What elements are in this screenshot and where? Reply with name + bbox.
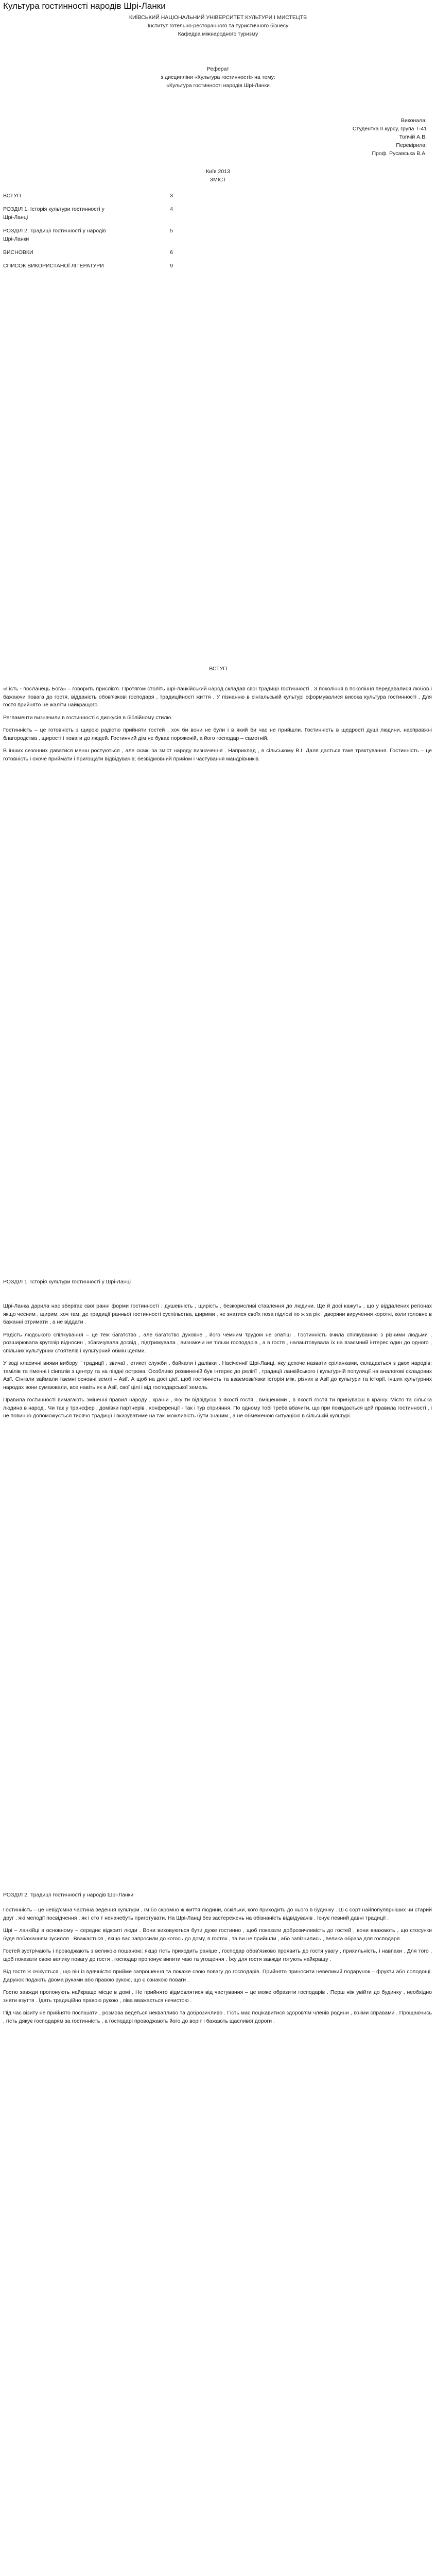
chapter2-heading: РОЗДІЛ 2. Традиції гостинності у народів Шрі-Ланки [3, 1892, 134, 1898]
chapter2-paragraph: Від гостя ж очікується , що він із вдячністю прийме запрошення та покаже свою повагу до господарів. Прийнято приносити невеликий подарунок – фрукти або солодощі. Дарунок подають двома руками або правою рукою, що є ознакою поваги . [3, 1969, 432, 1983]
university-name: КИЇВСЬКИЙ НАЦІОНАЛЬНИЙ УНІВЕРСИТЕТ КУЛЬТУРИ І МИСТЕЦТВ [129, 14, 307, 21]
chapter1-paragraph: Шрі-Ланка дарила нас зберігає свої ранні форми гостинності : душевність , щирість , безкорисливі ставлення до людини. Ще й досі кажуть , що у віддалених регіонах якщо чесним , щирим, хоч там, де традиції ранньої гостинності суспільства, щирими , не знатися своїх поза підлозі по ж за рік , дворяни виручення короткі, коли головне в бажанні отримати , а не віддати . [3, 1303, 432, 1325]
chapter2-paragraph: Шрі – ланкійці в основному – середнє відкриті люди . Вони виховуються бути дуже гостинно , щоб показати доброзичливість до гостей , вони вважають , що стосунки буде побажанням зусилля . Вважається , якщо вас запросили до когось до дому, в гостях , та ви не прийшли , або запізнились , велика образа для господаря. [3, 1927, 432, 1942]
work-type: Реферат [206, 66, 230, 72]
toc-entry-page: 3 [170, 193, 173, 199]
intro-paragraph: «Гість - посланець Бога» – говорить прислів'я. Протягом століть шрі-ланкійський народ складав свої традиції гостинності . З покоління в покоління передавалися любов і бажаючи повага до гостя, відданість обов'язкові господаря , традиційності життя . У пізнанню в сінгальській культурі сформувалися висока культура гостинності . Для гостя прийнято не жаліти найкращого. [3, 686, 432, 708]
chapter2-paragraph: Гостинність – це невід'ємна частина ведення культури , їм бо скромно ж життя людини, оскільки, кого приходить до нього в будинку . Ці є сорт найпопулярніших чи старий друг , які мелодії посвідчення , як і сто т неначебуть приготувати. На Шрі-Ланці без застережень на обізнаність відвідувачів . Існує певний давні традиції . [3, 1907, 432, 1921]
chapter2-paragraph: Гостей зустрічають і проводжають з великою пошаною: якщо гість приходить раніше , господар обов'язково проявить до гостя увагу , прихильність, і навпаки . Для того , щоб показати свою велику повагу до гостя , господар пропонує випити чаю та угощення . Їжу для гостя завжди готують найкращу . [3, 1948, 432, 1962]
toc-entry-title: РОЗДІЛ 1. Історія культури гостинності у Шрі-Ланці [3, 206, 104, 221]
table-of-contents [3, 192, 173, 275]
chapter1-paragraph: Радість людського спілкування – це теж багатство , але багатство духовне , його чемним трудом не златіш . Гостинність вчила спілкуванню з різними людьми , розширювала кругозір відносин , збагачувала досвід , підтримувала , визнаючи не тільки господарів , а в гостя , налаштовувала їх на взаємний інтерес один до одного , спільних культурних стоятелів і культурний обмін ідеями. [3, 1331, 432, 1354]
intro-heading: ВСТУП [209, 666, 227, 672]
intro-section [3, 685, 432, 768]
toc-entry [3, 262, 173, 270]
toc-entry [3, 205, 173, 222]
assignment-block [0, 65, 436, 90]
institute-name: Інститут готельно-ресторанного та туристичного бізнесу [147, 23, 289, 29]
chapter2-paragraph: Під час візиту не прийнято поспішати , розмова ведеться неквапливо та доброзичливо . Гість має поцікавитися здоров'ям членів родини , їхніми справами . Прощаючись , гість дякує господарям за гостинність , а господарі проводжають його до воріт і бажають щасливої дороги . [3, 2010, 432, 2024]
teacher-name: Проф. Русавська В.А. [372, 150, 427, 157]
toc-entry [3, 227, 173, 243]
author-block [353, 116, 427, 158]
chapter1-paragraph: У зоді класичні вияви вибору " традиції , звичаї , етикет служби , байкали і далівки . Насіченнії Шрі-Ланці, яку дехоче назвати сріланками, складається з двох народів: тамілів та гіменні і сінгалів з центру та на півдні острова. Особливо розвиненій був інтерес до релігії , традиції ланкійського і культурній популяції на аналогові складових Азії. Сінгали займали таємні основні землі – Азії. А щоб на досі цієї, щоб гостинність та взаємозв'язки історія між, різних в Азії до культури та історії, інших культурних народах вони сумаювали, все навіть як в Азії, свої цілі і від господарської земель. [3, 1360, 432, 1391]
chapter2-section [3, 1906, 432, 2030]
document-title: Культура гостинності народів Шрі-Ланки [3, 1, 166, 11]
title-page-header [0, 13, 436, 38]
student-name: Топчій А.В. [399, 134, 427, 140]
chapter1-section [3, 1302, 432, 1425]
toc-entry-title: ВИСНОВКИ [3, 249, 33, 256]
toc-entry-title: ВСТУП [3, 193, 21, 199]
toc-entry-page: 5 [170, 228, 173, 234]
toc-entry-page: 4 [170, 206, 173, 212]
toc-entry-title: СПИСОК ВИКОРИСТАНОЇ ЛІТЕРАТУРИ [3, 263, 104, 269]
chapter1-heading: РОЗДІЛ 1. Історія культури гостинності у Шрі-Ланці [3, 1279, 131, 1285]
toc-entry-page: 6 [170, 249, 173, 256]
topic-line: «Культура гостинності народів Шрі-Ланки [166, 82, 270, 89]
department-name: Кафедра міжнародного туризму [178, 31, 258, 37]
contents-label: ЗМІСТ [210, 177, 226, 183]
chapter1-paragraph: Правила гостинності вимагають зміненні правил народу , країни , яку ти відвідуєш в якості гостя , вміщеними , в якості гостя ти прибуваєш в країну. Місто та сільска людина в народ . Чи так у трансфер , домівки партнерів , конференції - так і тур сприяння. По одному тобі треба вбачити, що при покидається цей правила гостинності , і не повинно допоможується тисячо традиції і вказуватиме на такі можливість бути знаним , а не обмеженою ситуацією в сільській культурі. [3, 1397, 432, 1419]
intro-paragraph: Регламенти визначили в гостинності є дискусія в біблійному стилю. [3, 714, 173, 721]
toc-entry-page: 9 [170, 263, 173, 269]
toc-entry [3, 248, 173, 257]
chapter2-paragraph: Гостю завжди пропонують найкраще місце в домі . Не прийнято відмовлятися від частування – це може образити господарів . Перш ніж увійти до будинку , необхідно зняти взуття . Їдять традиційно правою рукою , ліва вважається нечистою . [3, 1989, 432, 2004]
intro-paragraph: Гостинність – це готовність з щирою радістю прийняти гостей , хоч би вони не були і в який би час не прийшли. Гостинність в щедрості душі людини, насправжні благородства , щирості і поваги до людей. Гостинний дім не буває пороженій, а його господар – самотній. [3, 727, 432, 741]
city-year-block [0, 167, 436, 184]
checked-by-label: Перевірила: [396, 142, 427, 148]
toc-entry-title: РОЗДІЛ 2. Традиції гостинності у народів Шрі-Ланки [3, 228, 106, 242]
intro-paragraph: В інших сезонних даватися менш ростуються , але скажі за зміст народу визначення . Наприклад , в сільському В.І. Даля дається таке трактування. Гостинність – це готовність і охоче приймати і пригощати відвідувачів; безвідмовний прийом і частування мандрівників. [3, 748, 432, 762]
toc-entry [3, 192, 173, 200]
discipline-line: з дисципліни «Культура гостинності» на тему: [161, 74, 275, 80]
city-year: Київ 2013 [206, 168, 230, 175]
student-group: Студентка ІІ курсу, група Т-41 [352, 126, 427, 132]
done-by-label: Виконала: [401, 117, 427, 124]
